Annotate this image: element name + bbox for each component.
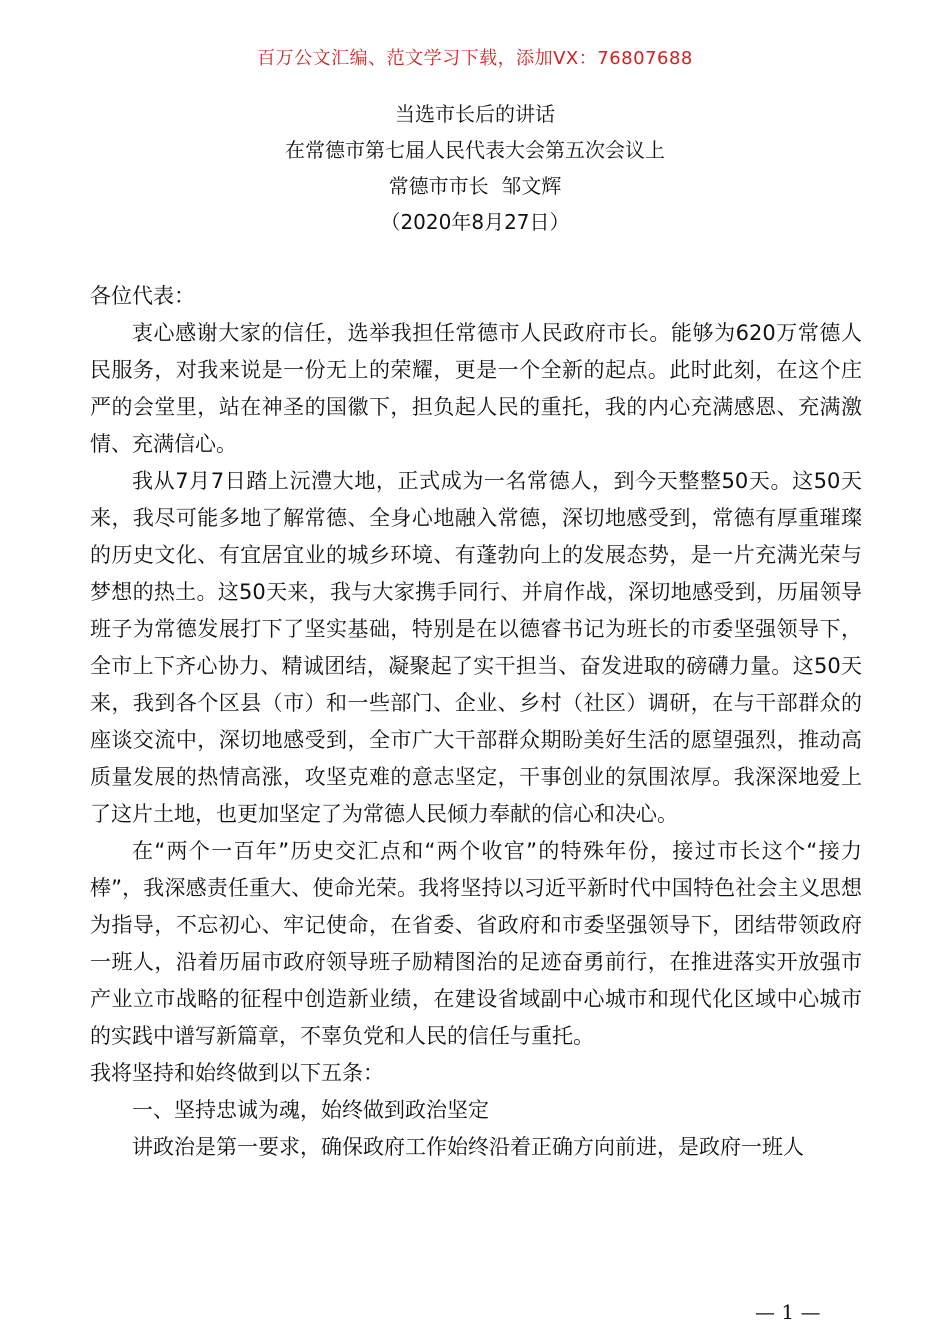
speech-title: 当选市长后的讲话 xyxy=(395,102,555,126)
page-number: — 1 — xyxy=(755,1300,821,1324)
salutation: 各位代表： xyxy=(90,284,195,308)
speech-body xyxy=(90,278,862,1166)
title-block xyxy=(0,96,950,240)
five-points-intro: 我将坚持和始终做到以下五条： xyxy=(90,1061,384,1085)
section-heading-one: 一、坚持忠诚为魂，始终做到政治坚定 xyxy=(132,1098,489,1122)
meeting-subtitle: 在常德市第七届人民代表大会第五次会议上 xyxy=(285,138,665,162)
speaker-line: 常德市市长 邹文辉 xyxy=(388,174,562,198)
watermark-banner: 百万公文汇编、范文学习下载，添加VX：76807688 xyxy=(257,48,693,69)
paragraph-fifty-days: 我从7月7日踏上沅澧大地，正式成为一名常德人，到今天整整50天。这50天来，我尽可能多地了解常德、全身心地融入常德，深切地感受到，常德有厚重璀璨的历史文化、有宜居宜业的城乡环境、有蓬勃向上的发展态势，是一片充满光荣与梦想的热土。这50天来，我与大家携手同行、并肩作战，深切地感受到，历届领导班子为常德发展打下了坚实基础，特别是在以德睿书记为班长的市委坚强领导下，全市上下齐心协力、精诚团结，凝聚起了实干担当、奋发进取的磅礴力量。这50天来，我到各个区县（市）和一些部门、企业、乡村（社区）调研，在与干部群众的座谈交流中，深切地感受到，全市广大干部群众期盼美好生活的愿望强烈，推动高质量发展的热情高涨，攻坚克难的意志坚定，干事创业的氛围浓厚。我深深地爱上了这片土地，也更加坚定了为常德人民倾力奉献的信心和决心。 xyxy=(90,469,862,826)
speech-date: （2020年8月27日） xyxy=(380,210,570,234)
paragraph-politics: 讲政治是第一要求，确保政府工作始终沿着正确方向前进，是政府一班人 xyxy=(132,1135,804,1159)
paragraph-gratitude: 衷心感谢大家的信任，选举我担任常德市人民政府市长。能够为620万常德人民服务，对我来说是一份无上的荣耀，更是一个全新的起点。此时此刻，在这个庄严的会堂里，站在神圣的国徽下，担负起人民的重托，我的内心充满感恩、充满激情、充满信心。 xyxy=(90,321,862,456)
paragraph-commitment: 在“两个一百年”历史交汇点和“两个收官”的特殊年份，接过市长这个“接力棒”，我深感责任重大、使命光荣。我将坚持以习近平新时代中国特色社会主义思想为指导，不忘初心、牢记使命，在省委、省政府和市委坚强领导下，团结带领政府一班人，沿着历届市政府领导班子励精图治的足迹奋勇前行，在推进落实开放强市产业立市战略的征程中创造新业绩，在建设省域副中心城市和现代化区域中心城市的实践中谱写新篇章，不辜负党和人民的信任与重托。 xyxy=(90,839,862,1048)
